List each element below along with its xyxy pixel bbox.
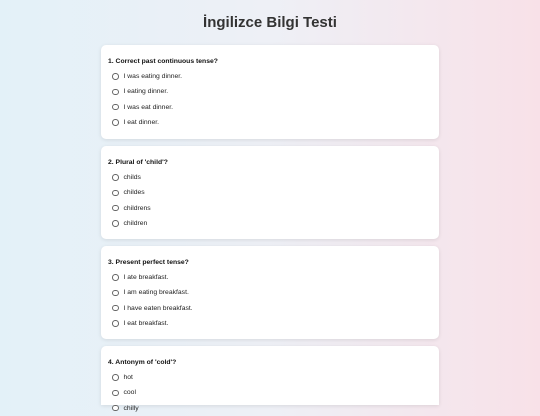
answer-option[interactable]	[108, 401, 432, 416]
radio-button[interactable]	[112, 205, 119, 212]
option-label: I am eating breakfast.	[123, 289, 189, 297]
answer-option[interactable]	[108, 385, 432, 400]
answer-option[interactable]	[108, 69, 432, 84]
option-label: children	[123, 220, 148, 228]
option-label: cool	[123, 389, 136, 397]
option-label: I eating dinner.	[123, 88, 169, 96]
question-card-1	[101, 45, 439, 139]
radio-button[interactable]	[112, 190, 119, 197]
answer-option[interactable]	[108, 216, 432, 231]
option-label: I ate breakfast.	[123, 274, 169, 282]
radio-button[interactable]	[112, 405, 119, 412]
answer-option[interactable]	[108, 170, 432, 185]
answer-option[interactable]	[108, 285, 432, 300]
option-label: chilly	[123, 404, 139, 412]
option-label: I was eating dinner.	[123, 73, 183, 81]
option-label: childs	[123, 174, 141, 182]
radio-button[interactable]	[112, 274, 119, 281]
option-label: I eat breakfast.	[123, 320, 169, 328]
answer-option[interactable]	[108, 185, 432, 200]
option-label: childrens	[123, 204, 151, 212]
question-text: 1. Correct past continuous tense?	[108, 58, 218, 65]
answer-option[interactable]	[108, 201, 432, 216]
radio-button[interactable]	[112, 89, 119, 96]
option-label: childes	[123, 189, 145, 197]
answer-option[interactable]	[108, 115, 432, 130]
page-title: İngilizce Bilgi Testi	[203, 14, 337, 31]
question-card-3	[101, 246, 439, 339]
answer-option[interactable]	[108, 84, 432, 99]
question-text: 2. Plural of 'child'?	[108, 159, 168, 166]
answer-option[interactable]	[108, 270, 432, 285]
option-label: I have eaten breakfast.	[123, 304, 193, 312]
radio-button[interactable]	[112, 290, 119, 297]
option-label: I eat dinner.	[123, 119, 160, 127]
answer-option[interactable]	[108, 370, 432, 385]
answer-option[interactable]	[108, 316, 432, 331]
radio-button[interactable]	[112, 390, 119, 397]
radio-button[interactable]	[112, 305, 119, 312]
radio-button[interactable]	[112, 104, 119, 111]
radio-button[interactable]	[112, 174, 119, 181]
radio-button[interactable]	[112, 320, 119, 327]
radio-button[interactable]	[112, 119, 119, 126]
question-card-2	[101, 146, 439, 239]
radio-button[interactable]	[112, 73, 119, 80]
question-card-4	[101, 346, 439, 412]
option-label: I was eat dinner.	[123, 103, 173, 111]
option-label: hot	[123, 374, 133, 382]
answer-option[interactable]	[108, 100, 432, 115]
answer-option[interactable]	[108, 301, 432, 316]
radio-button[interactable]	[112, 220, 119, 227]
radio-button[interactable]	[112, 374, 119, 381]
question-text: 3. Present perfect tense?	[108, 259, 189, 266]
question-text: 4. Antonym of 'cold'?	[108, 359, 177, 366]
